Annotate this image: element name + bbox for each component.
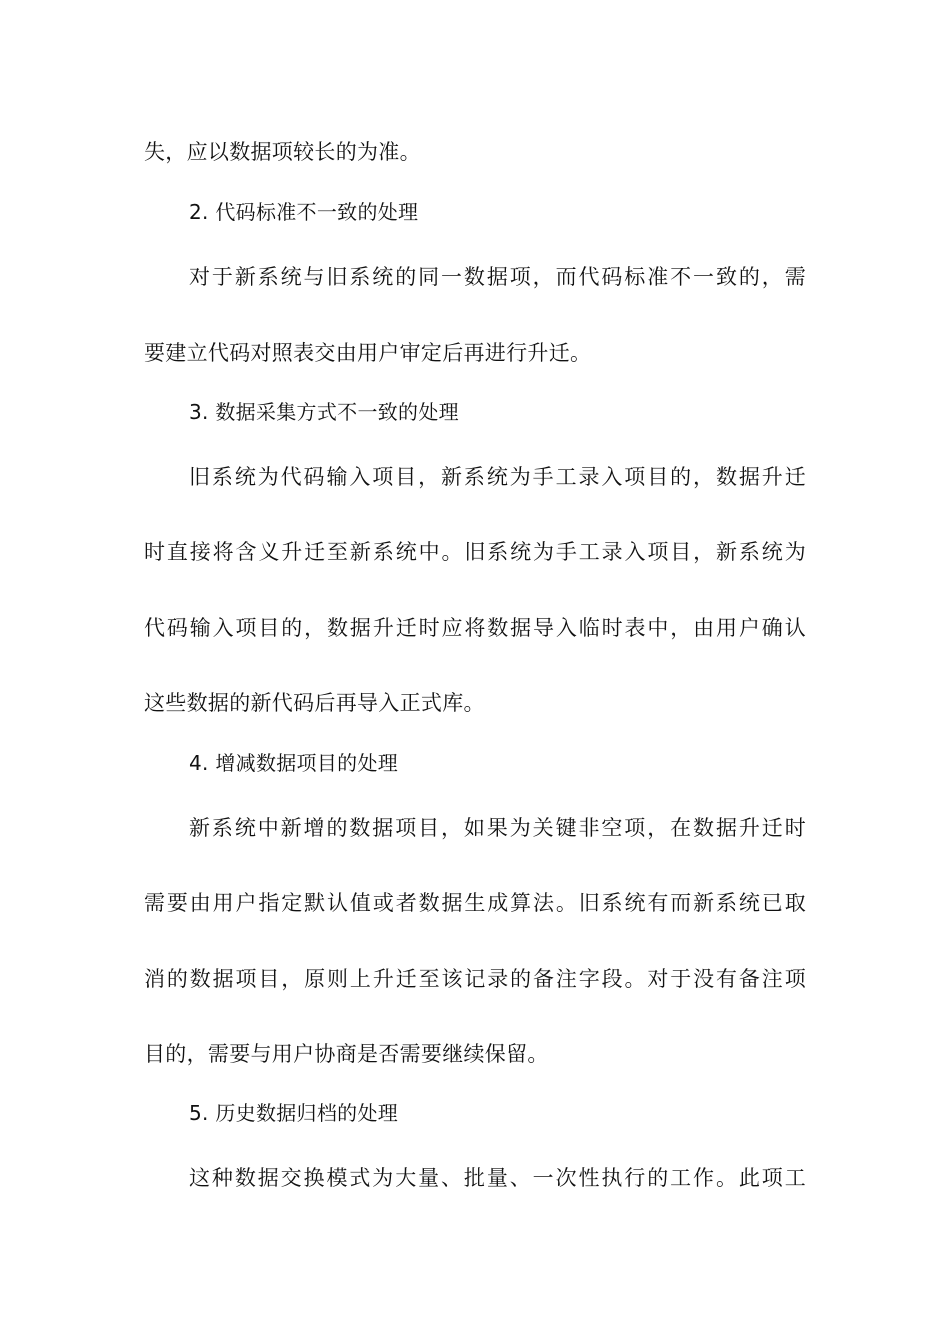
paragraph-line: 这些数据的新代码后再导入正式库。 [144, 691, 485, 715]
paragraph-line: 时直接将含义升迁至新系统中。旧系统为手工录入项目，新系统为 [144, 540, 806, 564]
paragraph-line: 要建立代码对照表交由用户审定后再进行升迁。 [144, 341, 592, 365]
section-heading-2: 2. 代码标准不一致的处理 [189, 200, 419, 224]
paragraph-line: 旧系统为代码输入项目，新系统为手工录入项目的，数据升迁 [189, 465, 806, 489]
paragraph-line: 代码输入项目的，数据升迁时应将数据导入临时表中，由用户确认 [144, 616, 806, 640]
paragraph-line: 对于新系统与旧系统的同一数据项，而代码标准不一致的，需 [189, 265, 806, 289]
paragraph-line: 需要由用户指定默认值或者数据生成算法。旧系统有而新系统已取 [144, 891, 806, 915]
paragraph-line: 这种数据交换模式为大量、批量、一次性执行的工作。此项工 [189, 1166, 806, 1190]
section-heading-4: 4. 增减数据项目的处理 [189, 751, 399, 775]
section-heading-5: 5. 历史数据归档的处理 [189, 1101, 399, 1125]
paragraph-line: 新系统中新增的数据项目，如果为关键非空项，在数据升迁时 [189, 816, 806, 840]
paragraph-line: 目的，需要与用户协商是否需要继续保留。 [144, 1042, 549, 1066]
paragraph-line: 消的数据项目，原则上升迁至该记录的备注字段。对于没有备注项 [144, 967, 806, 991]
paragraph-line: 失，应以数据项较长的为准。 [144, 140, 421, 164]
section-heading-3: 3. 数据采集方式不一致的处理 [189, 400, 459, 424]
